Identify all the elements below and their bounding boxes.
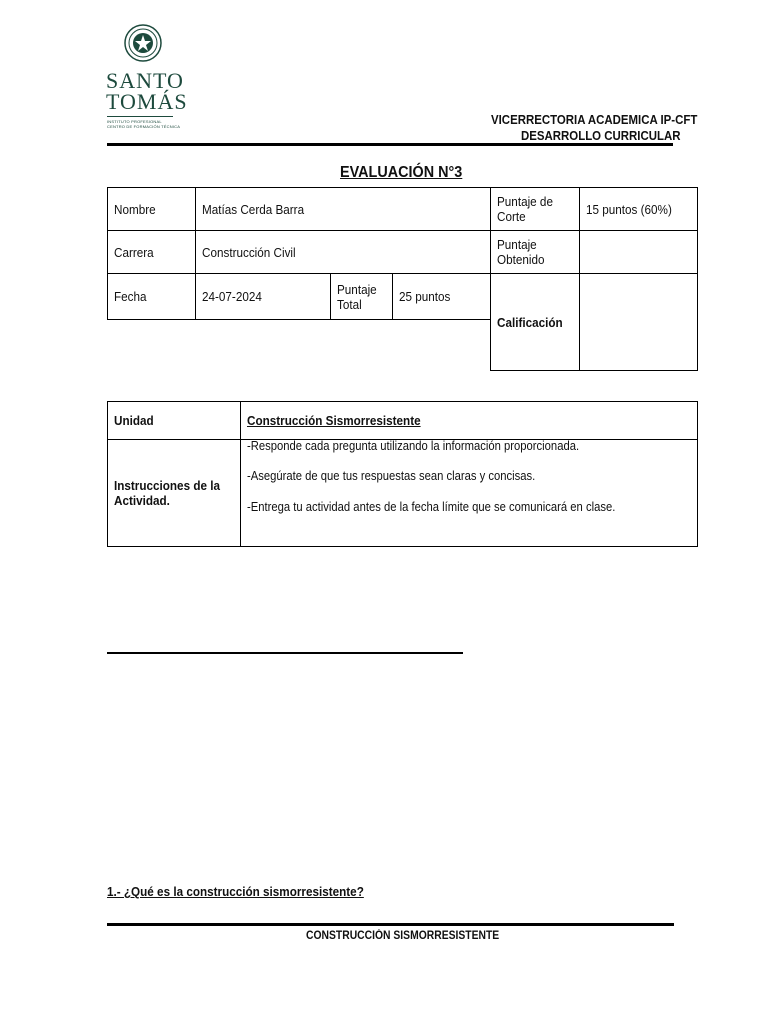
nombre-value-cell [195, 187, 491, 231]
puntaje-corte-value: 15 puntos (60%) [586, 201, 672, 217]
carrera-label: Carrera [114, 244, 154, 260]
logo-subtitle-2: CENTRO DE FORMACIÓN TÉCNICA [107, 124, 181, 129]
puntaje-obtenido-value-cell [579, 230, 698, 274]
instructions-cell [240, 439, 698, 547]
footer-divider [107, 923, 674, 926]
puntaje-corte-value-cell [579, 187, 698, 231]
puntaje-corte-label: Puntaje de Corte [497, 194, 553, 224]
puntaje-obtenido-label: Puntaje Obtenido [497, 237, 545, 267]
logo-subtitle-1: INSTITUTO PROFESIONAL [107, 119, 162, 124]
instruction-line: -Asegúrate de que tus respuestas sean claras y concisas. [247, 469, 536, 483]
seal-icon [124, 24, 162, 62]
page-title: EVALUACIÓN N°3 [340, 164, 463, 181]
calificacion-label: Calificación [497, 314, 563, 330]
fecha-label: Fecha [114, 289, 147, 304]
calificacion-label-cell [490, 273, 580, 371]
page-footer: CONSTRUCCIÓN SISMORRESISTENTE [306, 930, 500, 942]
instrucciones-label: Instrucciones de la Actividad. [114, 478, 220, 508]
logo-line-1: SANTO [106, 68, 184, 93]
nombre-value: Matías Cerda Barra [202, 201, 305, 217]
logo-divider [107, 116, 173, 117]
question-1: 1.- ¿Qué es la construcción sismorresistente? [107, 884, 364, 899]
carrera-value: Construcción Civil [202, 244, 296, 260]
unidad-label-cell [107, 401, 241, 440]
instrucciones-label-cell [107, 439, 241, 547]
header-line-1: VICERRECTORIA ACADEMICA IP-CFT [491, 112, 698, 127]
puntaje-total-value-cell [392, 273, 491, 320]
unidad-value: Construcción Sismorresistente [247, 413, 421, 428]
puntaje-total-label-cell [330, 273, 393, 320]
nombre-label-cell [107, 187, 196, 231]
fecha-label-cell [107, 273, 196, 320]
puntaje-total-value: 25 puntos [399, 289, 451, 304]
carrera-label-cell [107, 230, 196, 274]
puntaje-total-label: Puntaje Total [337, 281, 377, 312]
instruction-line: -Entrega tu actividad antes de la fecha límite que se comunicará en clase. [247, 500, 616, 514]
nombre-label: Nombre [114, 201, 156, 217]
header-divider [107, 143, 673, 146]
puntaje-corte-label-cell [490, 187, 580, 231]
instruction-line: -Responde cada pregunta utilizando la información proporcionada. [247, 439, 580, 453]
fecha-value-cell [195, 273, 331, 320]
answer-divider [107, 652, 463, 654]
unidad-value-cell [240, 401, 698, 440]
calificacion-value-cell [579, 273, 698, 371]
carrera-value-cell [195, 230, 491, 274]
header-line-2: DESARROLLO CURRICULAR [521, 128, 681, 143]
institution-logo [104, 22, 188, 132]
unidad-label: Unidad [114, 413, 154, 428]
logo-line-2: TOMÁS [106, 89, 188, 114]
fecha-value: 24-07-2024 [202, 289, 262, 304]
puntaje-obtenido-label-cell [490, 230, 580, 274]
